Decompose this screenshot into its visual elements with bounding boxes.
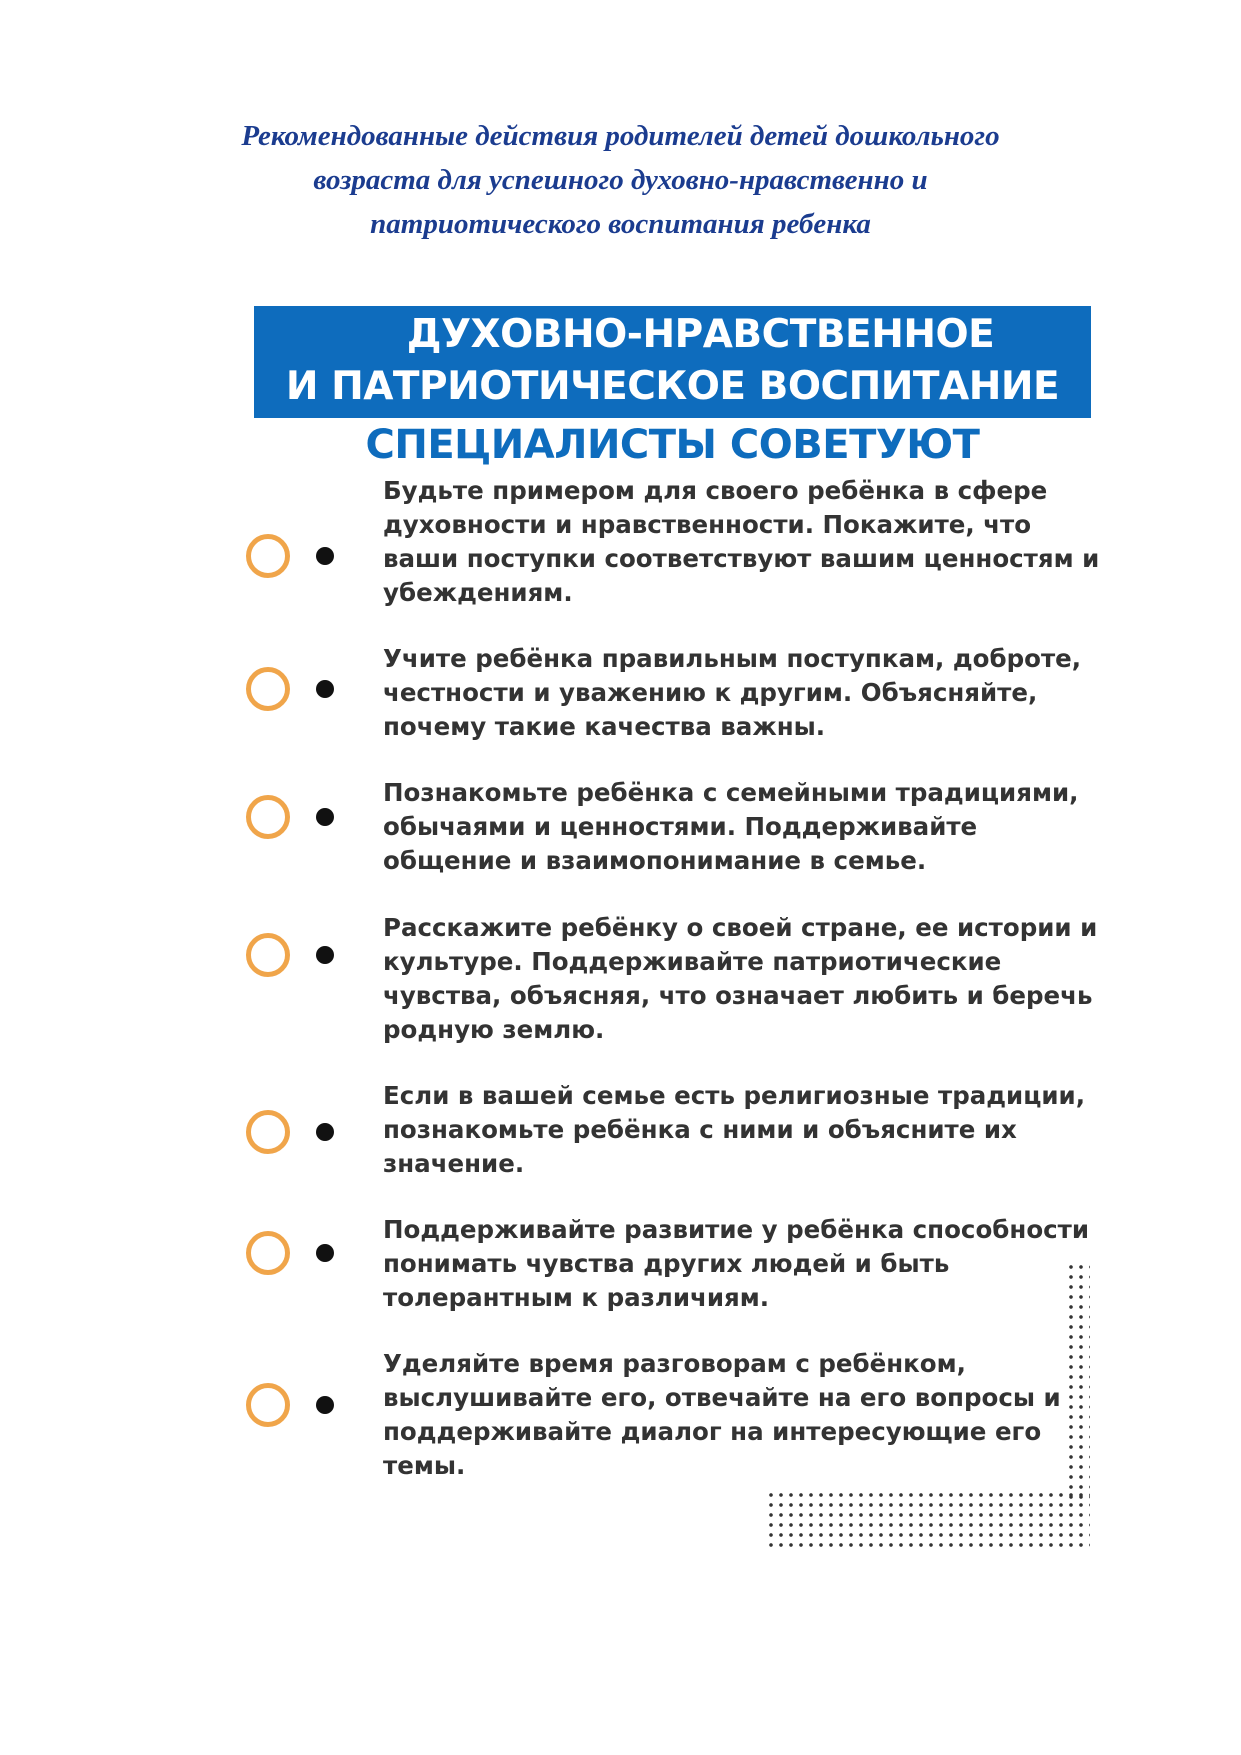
document-title-line: возраста для успешного духовно-нравственно и [313, 164, 928, 196]
circle-bullet-icon [246, 795, 290, 839]
dot-bullet-icon [316, 1123, 334, 1141]
banner-title-line: И ПАТРИОТИЧЕСКОЕ ВОСПИТАНИЕ [285, 364, 1060, 409]
circle-bullet-icon [246, 933, 290, 977]
tip-text: Уделяйте время разговорам с ребёнком, выслушивайте его, отвечайте на его вопросы и поддерживайте диалог на интересующие его темы. [383, 1349, 1061, 1480]
tip-text: Познакомьте ребёнка с семейными традициями, обычаями и ценностями. Поддерживайте общение и взаимопонимание в семье. [383, 778, 1079, 875]
poster-banner [254, 306, 1091, 418]
tip-text: Если в вашей семье есть религиозные традиции, познакомьте ребёнка с ними и объясните их значение. [383, 1081, 1086, 1178]
dot-bullet-icon [316, 808, 334, 826]
banner-title-line: ДУХОВНО-НРАВСТВЕННОЕ [406, 312, 995, 357]
dot-bullet-icon [316, 1244, 334, 1262]
circle-bullet-icon [246, 1231, 290, 1275]
circle-bullet-icon [246, 534, 290, 578]
poster-subheading: СПЕЦИАЛИСТЫ СОВЕТУЮТ [365, 422, 980, 468]
decorative-dot-pattern [1066, 1262, 1090, 1502]
tip-text: Расскажите ребёнку о своей стране, ее истории и культуре. Поддерживайте патриотические чувства, объясняя, что означает любить и беречь родную землю. [383, 913, 1098, 1044]
tip-text: Будьте примером для своего ребёнка в сфере духовности и нравственности. Покажите, что ваши поступки соответствуют вашим ценностям и убеждениям. [383, 476, 1100, 607]
decorative-dot-pattern [766, 1490, 1090, 1550]
dot-bullet-icon [316, 680, 334, 698]
dot-bullet-icon [316, 1396, 334, 1414]
circle-bullet-icon [246, 1110, 290, 1154]
document-title-line: патриотического воспитания ребенка [370, 208, 871, 240]
tip-text: Учите ребёнка правильным поступкам, доброте, честности и уважению к другим. Объясняйте, почему такие качества важны. [383, 644, 1082, 741]
circle-bullet-icon [246, 1383, 290, 1427]
document-title [150, 114, 1091, 246]
document-title-line: Рекомендованные действия родителей детей дошкольного [241, 120, 1000, 152]
tip-text: Поддерживайте развитие у ребёнка способности понимать чувства других людей и быть толерантным к различиям. [383, 1215, 1090, 1312]
dot-bullet-icon [316, 547, 334, 565]
dot-bullet-icon [316, 946, 334, 964]
circle-bullet-icon [246, 667, 290, 711]
